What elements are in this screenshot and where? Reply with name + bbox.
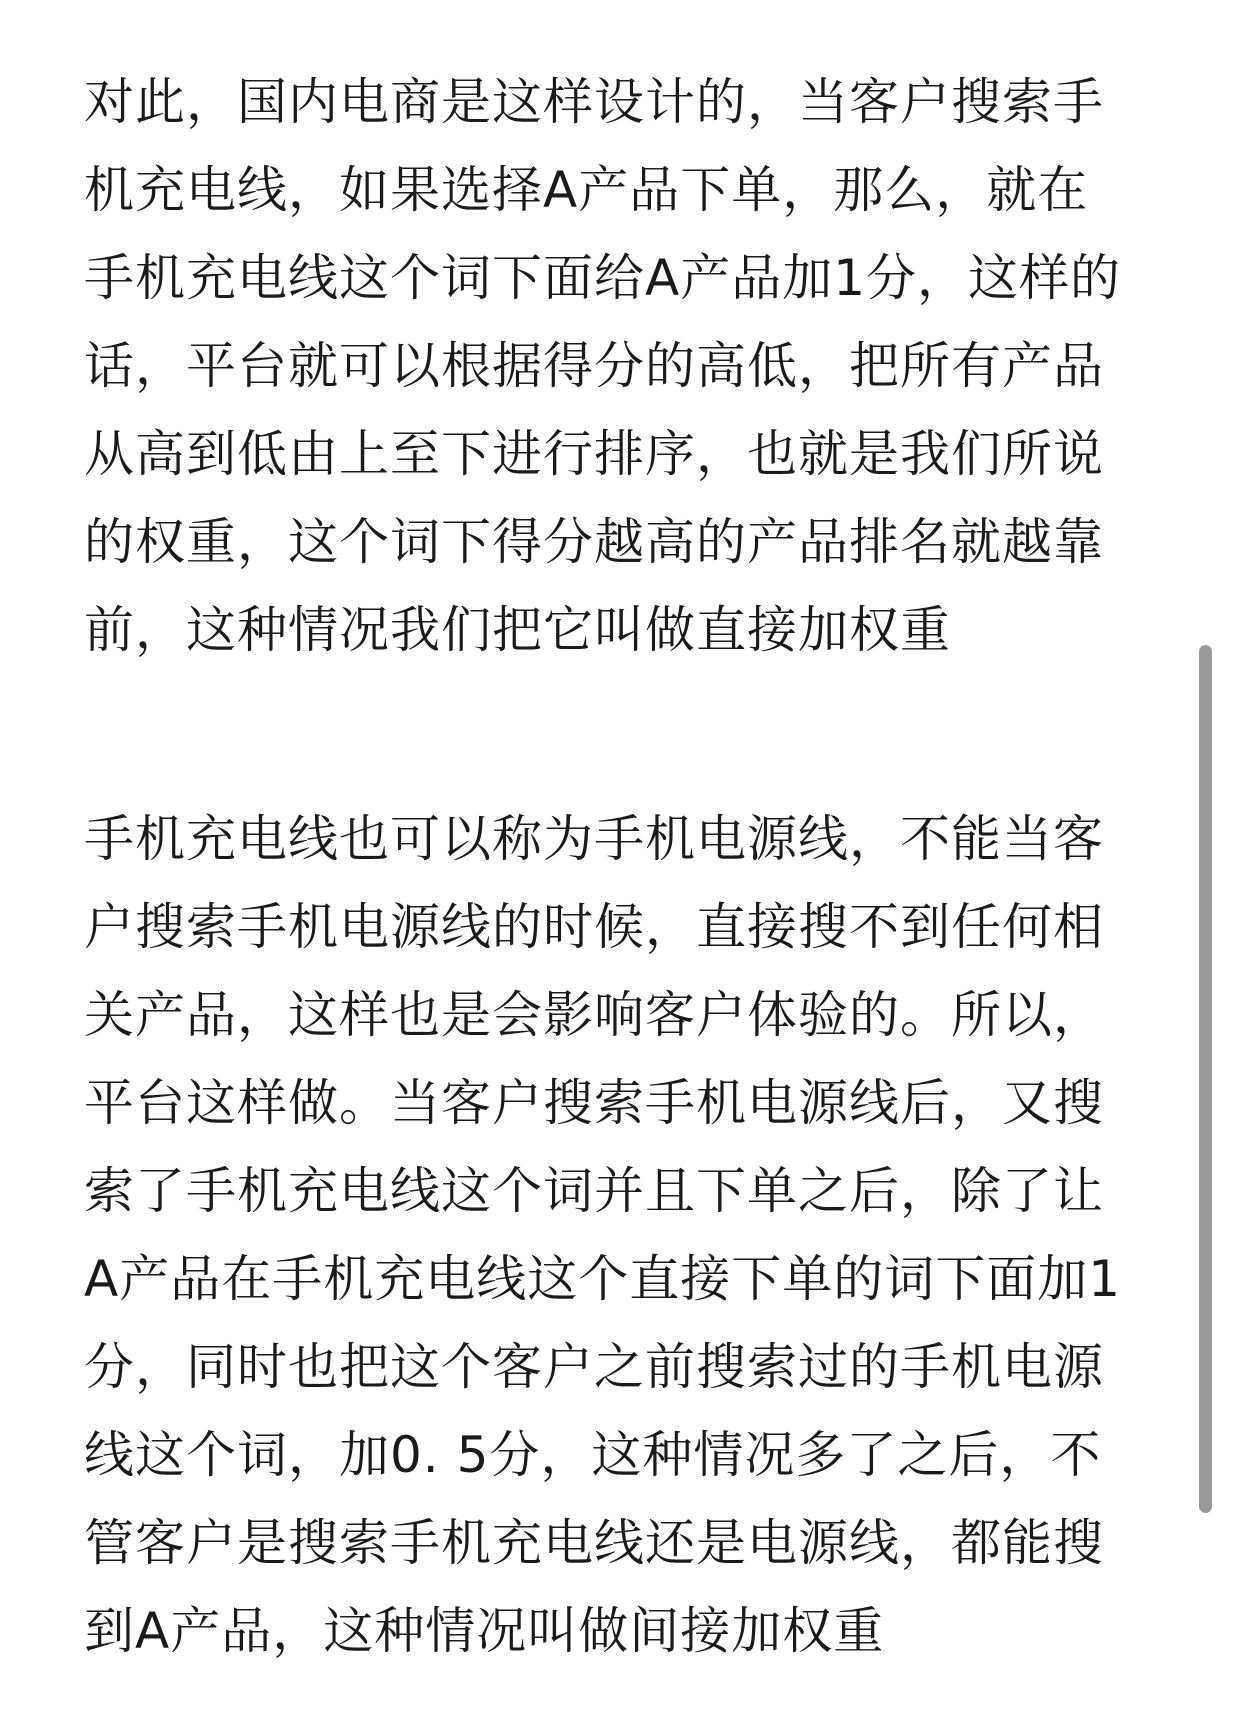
article-body <box>84 58 1184 1675</box>
text-line: 平台这样做。当客户搜索手机电源线后，又搜 <box>84 1074 1104 1132</box>
paragraph-spacer <box>84 674 1184 795</box>
text-line: 前，这种情况我们把它叫做直接加权重 <box>84 601 951 659</box>
text-line: A产品在手机充电线这个直接下单的词下面加1 <box>84 1250 1122 1308</box>
paragraph-2 <box>84 795 1184 1675</box>
text-line: 的权重，这个词下得分越高的产品排名就越靠 <box>84 513 1104 571</box>
paragraph-1 <box>84 58 1184 674</box>
scrollbar-thumb[interactable] <box>1199 645 1212 1513</box>
text-line: 手机充电线这个词下面给A产品加1分，这样的 <box>84 249 1122 307</box>
text-line: 索了手机充电线这个词并且下单之后，除了让 <box>84 1162 1104 1220</box>
text-line: 户搜索手机电源线的时候，直接搜不到任何相 <box>84 898 1104 956</box>
text-line: 对此，国内电商是这样设计的，当客户搜索手 <box>84 73 1104 131</box>
text-line: 分，同时也把这个客户之前搜索过的手机电源 <box>84 1338 1104 1396</box>
text-line: 话，平台就可以根据得分的高低，把所有产品 <box>84 337 1104 395</box>
text-line: 机充电线，如果选择A产品下单，那么，就在 <box>84 161 1089 219</box>
text-line: 从高到低由上至下进行排序，也就是我们所说 <box>84 425 1104 483</box>
text-line: 线这个词，加0. 5分，这种情况多了之后，不 <box>84 1426 1102 1484</box>
text-line: 管客户是搜索手机充电线还是电源线，都能搜 <box>84 1514 1104 1572</box>
text-line: 关产品，这样也是会影响客户体验的。所以， <box>84 986 1104 1044</box>
text-line: 到A产品，这种情况叫做间接加权重 <box>84 1602 885 1660</box>
text-line: 手机充电线也可以称为手机电源线，不能当客 <box>84 810 1104 868</box>
